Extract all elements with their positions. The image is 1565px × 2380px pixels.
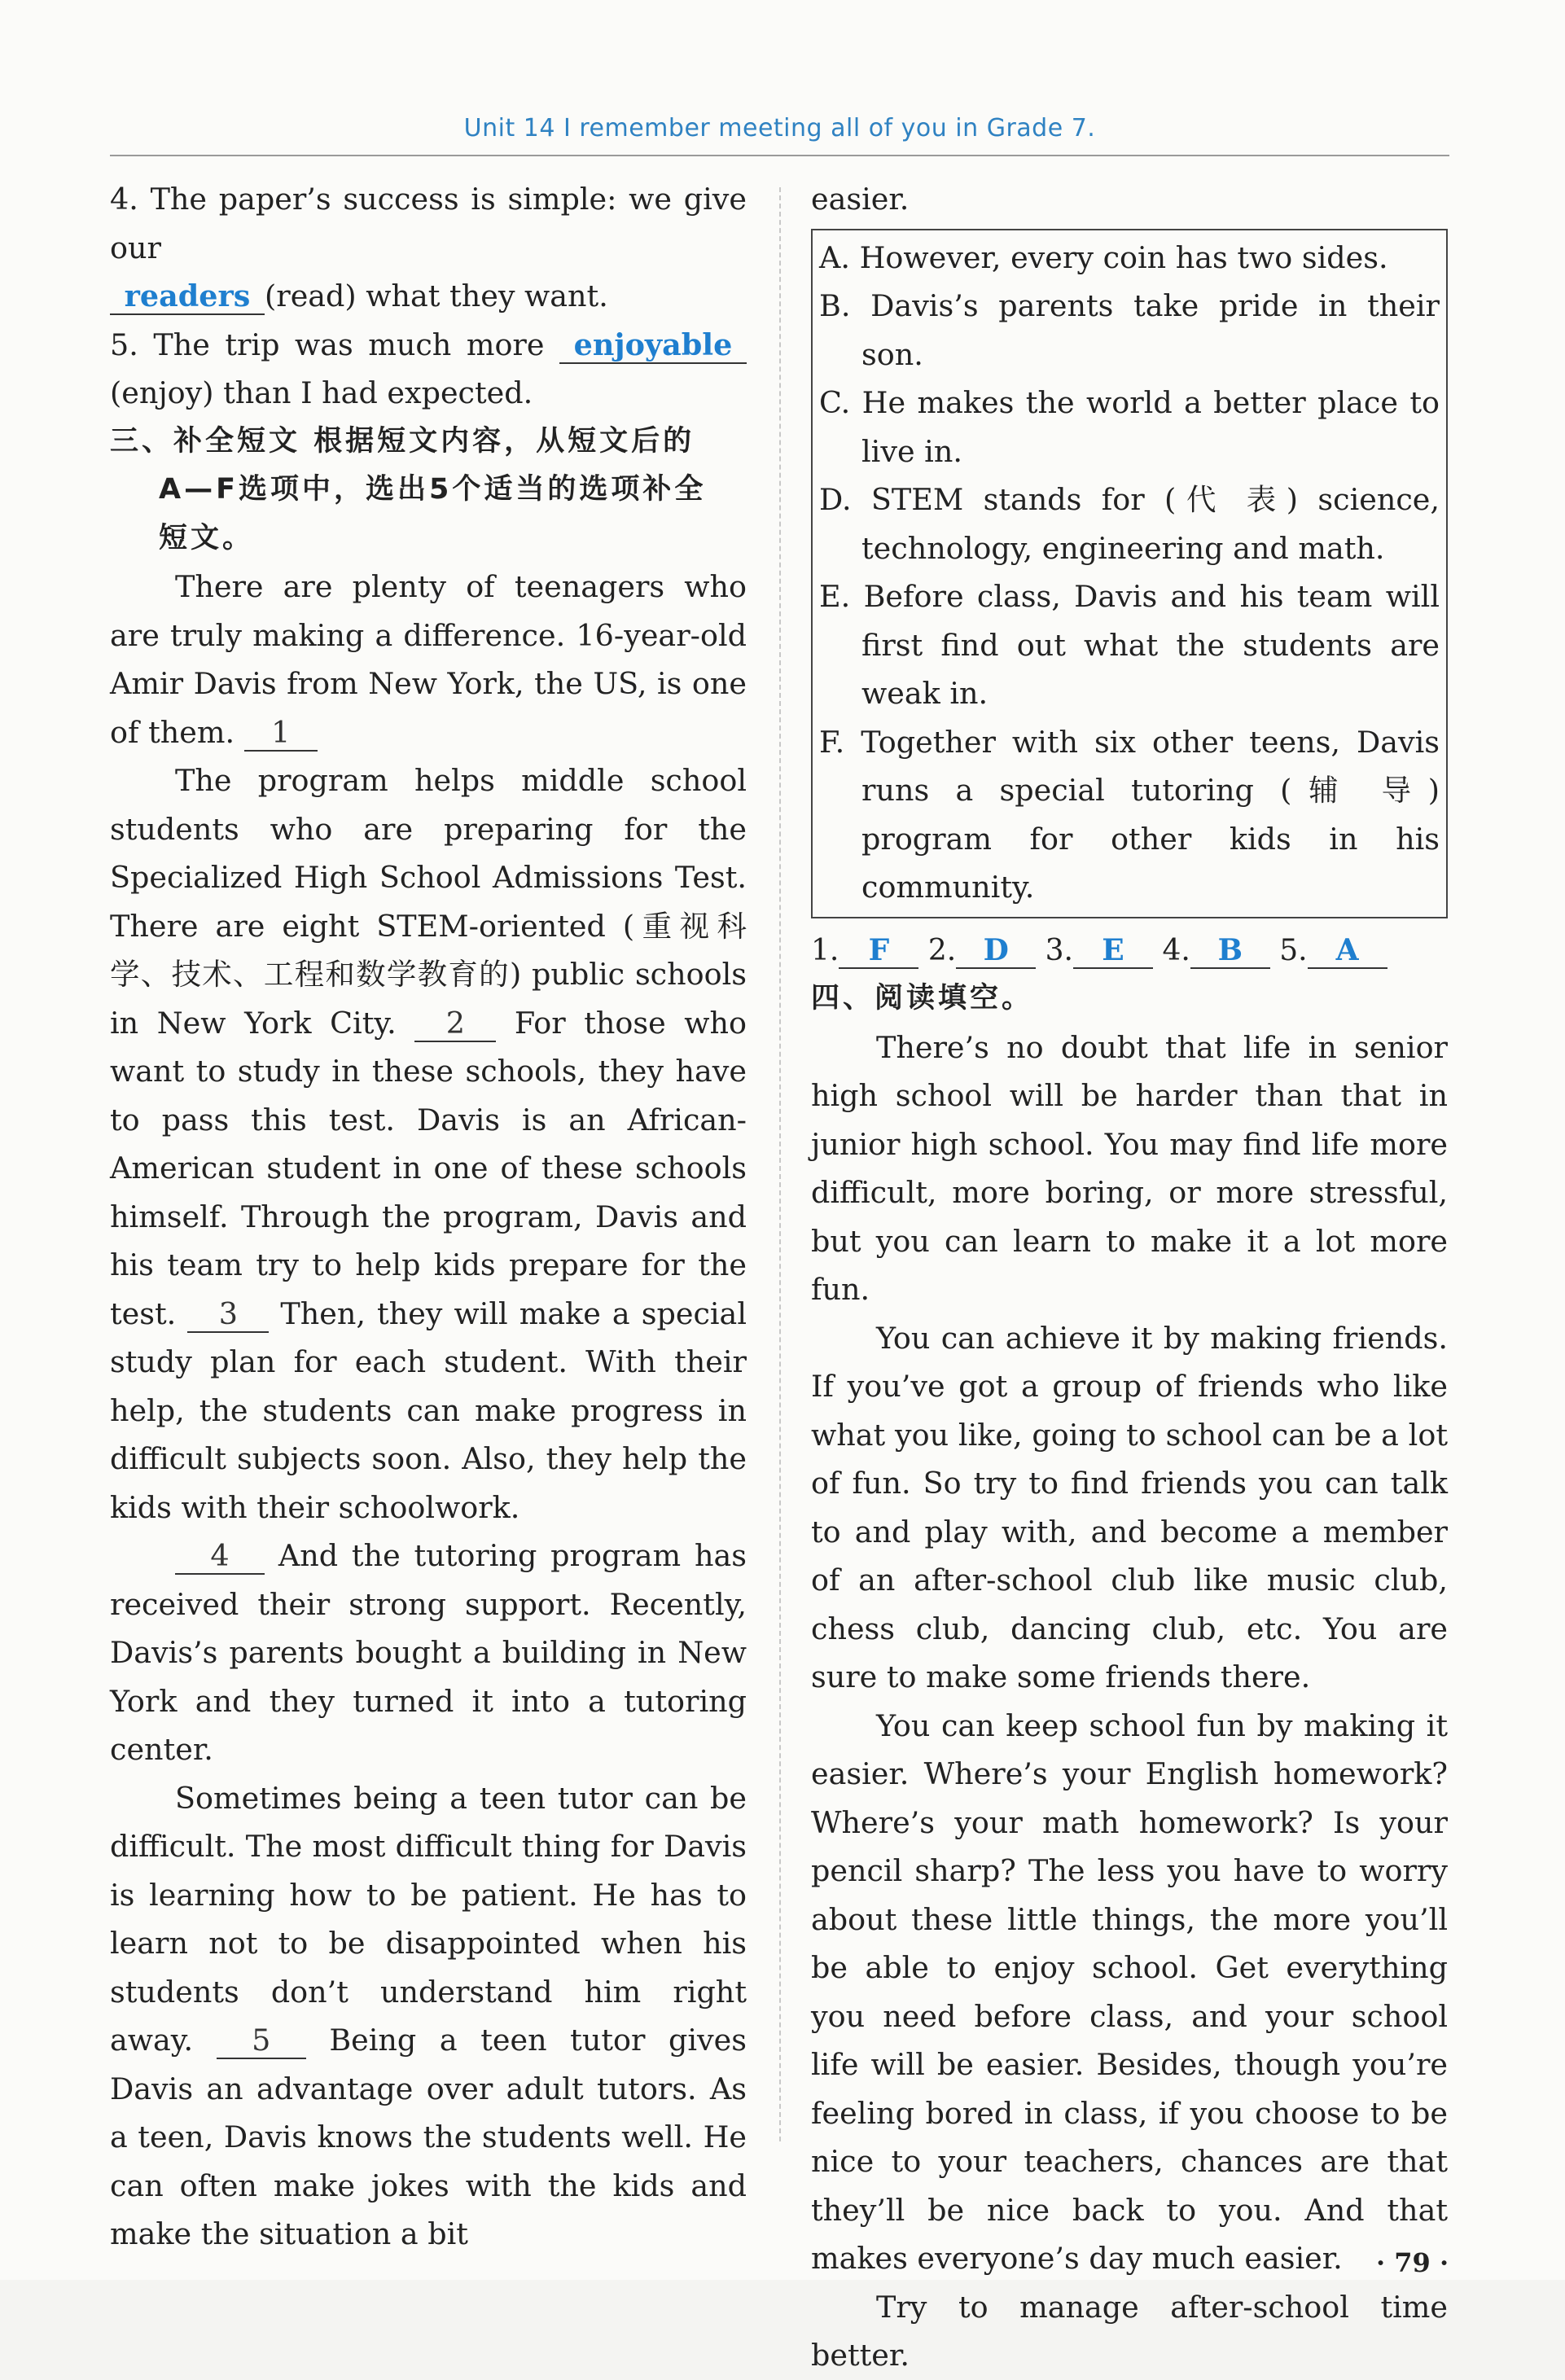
blank-2: 2 [414, 1006, 496, 1042]
paragraph-2-text-c: Then, they will make a special study plan for each student. With their help, the students can make progress in difficult subjects soon. Also, they help the kids with their schoolwork. [110, 1295, 747, 1525]
option-c: C. He makes the world a better place to live in. [819, 385, 1440, 469]
answer-num-5: 5. [1279, 933, 1308, 967]
passage-paragraph-3 [110, 1532, 747, 1774]
passage-paragraph-4 [110, 1774, 747, 2259]
question-5-line1 [110, 321, 747, 370]
paragraph-3-text: And the tutoring program has received their strong support. Recently, Davis’s parents bought a building in New York and they turned it into a tutoring center. [110, 1538, 747, 1767]
answer-readers: readers [110, 279, 265, 315]
paragraph-4-text-a: Sometimes being a teen tutor can be difficult. The most difficult thing for Davis is learning how to be patient. He has to learn not to be disappointed when his students don’t understand him right away. [110, 1780, 747, 2058]
question-5-prefix: 5. The trip was much more [110, 327, 545, 362]
right-column [811, 175, 1448, 2380]
question-5-line2: (enjoy) than I had expected. [110, 375, 533, 410]
option-b: B. Davis’s parents take pride in their son. [819, 288, 1440, 372]
section-3-line3: 短文。 [159, 521, 255, 554]
question-4-tail: (read) what they want. [265, 278, 608, 313]
blank-5: 5 [217, 2023, 306, 2059]
answer-num-3: 3. [1045, 933, 1073, 967]
header-rule [110, 155, 1449, 156]
option-d: D. STEM stands for (代 表) science, technology, engineering and math. [819, 482, 1440, 566]
paragraph-2-text-a: The program helps middle school students who are preparing for the Specialized High School Admissions Test. There are eight STEM-oriented (重视科学、技术、工程和数学教育的) public schools in New York City. [110, 763, 747, 1041]
answer-2: D [956, 933, 1036, 969]
option-e: E. Before class, Davis and his team will first find out what the students are weak in. [819, 579, 1440, 711]
column-divider [779, 187, 781, 2141]
blank-1: 1 [244, 716, 318, 752]
answer-5: A [1308, 933, 1387, 969]
answer-num-1: 1. [811, 933, 839, 967]
page-number: · 79 · [1376, 2247, 1449, 2278]
continued-text: easier. [811, 182, 910, 217]
answer-num-2: 2. [927, 933, 957, 967]
options-box [811, 229, 1448, 918]
question-4-line1: 4. The paper’s success is simple: we give our [110, 182, 747, 265]
passage-paragraph-1 [110, 563, 747, 756]
answer-num-4: 4. [1162, 933, 1190, 967]
reading-paragraph-2: You can achieve it by making friends. If you’ve got a group of friends who like what you like, going to school can be a lot of fun. So try to find friends you can talk to and play with, and become a member of an after-school club like music club, chess club, dancing club, etc. You are sure to make some friends there. [811, 1320, 1448, 1694]
paragraph-2-text-b: For those who want to study in these schools, they have to pass this test. Davis is an African-American student in one of these schools himself. Through the program, Davis and his team try to help kids prepare for the test. [110, 1005, 747, 1331]
option-a: A. However, every coin has two sides. [819, 239, 1388, 275]
reading-paragraph-1: There’s no doubt that life in senior high school will be harder than that in junior high school. You may find life more difficult, more boring, or more stressful, but you can learn to make it a lot more fun. [811, 1029, 1448, 1307]
question-4-line2 [110, 272, 747, 321]
page-header: Unit 14 I remember meeting all of you in Grade 7. [463, 114, 1096, 142]
passage-paragraph-2 [110, 756, 747, 1532]
option-f: F. Together with six other teens, Davis runs a special tutoring (辅 导) program for other kids in his community. [819, 724, 1440, 905]
section-3-line2: A—F选项中，选出5个适当的选项补全 [159, 473, 707, 506]
section-3-line1: 三、补全短文 根据短文内容，从短文后的 [110, 424, 695, 458]
reading-paragraph-3: You can keep school fun by making it easier. Where’s your English homework? Where’s your math homework? Is your pencil sharp? The less you have to worry about these little things, the more you’ll be able to enjoy school. Get everything you need before class, and your school life will be easier. Besides, though you’re feeling bored in class, if you choose to be nice to your teachers, chances are that they’ll be nice back to you. And that makes everyone’s day much easier. [811, 1707, 1448, 2276]
left-column [110, 175, 747, 2259]
answer-key [811, 927, 1448, 975]
answer-3: E [1073, 933, 1153, 969]
paragraph-1-text: There are plenty of teenagers who are truly making a difference. 16-year-old Amir Davis from New York, the US, is one of them. [110, 569, 747, 750]
section-4-title: 四、阅读填空。 [811, 982, 1034, 1015]
reading-paragraph-4: Try to manage after-school time better. [811, 2289, 1448, 2373]
answer-1: F [839, 933, 918, 969]
blank-4: 4 [175, 1539, 265, 1575]
paragraph-4-text-b: Being a teen tutor gives Davis an advantage over adult tutors. As a teen, Davis knows the students well. He can often make jokes with the kids and make the situation a bit [110, 2023, 747, 2251]
section-3-title [110, 418, 747, 563]
blank-3: 3 [187, 1297, 269, 1333]
answer-enjoyable: enjoyable [559, 328, 747, 364]
answer-4: B [1190, 933, 1270, 969]
